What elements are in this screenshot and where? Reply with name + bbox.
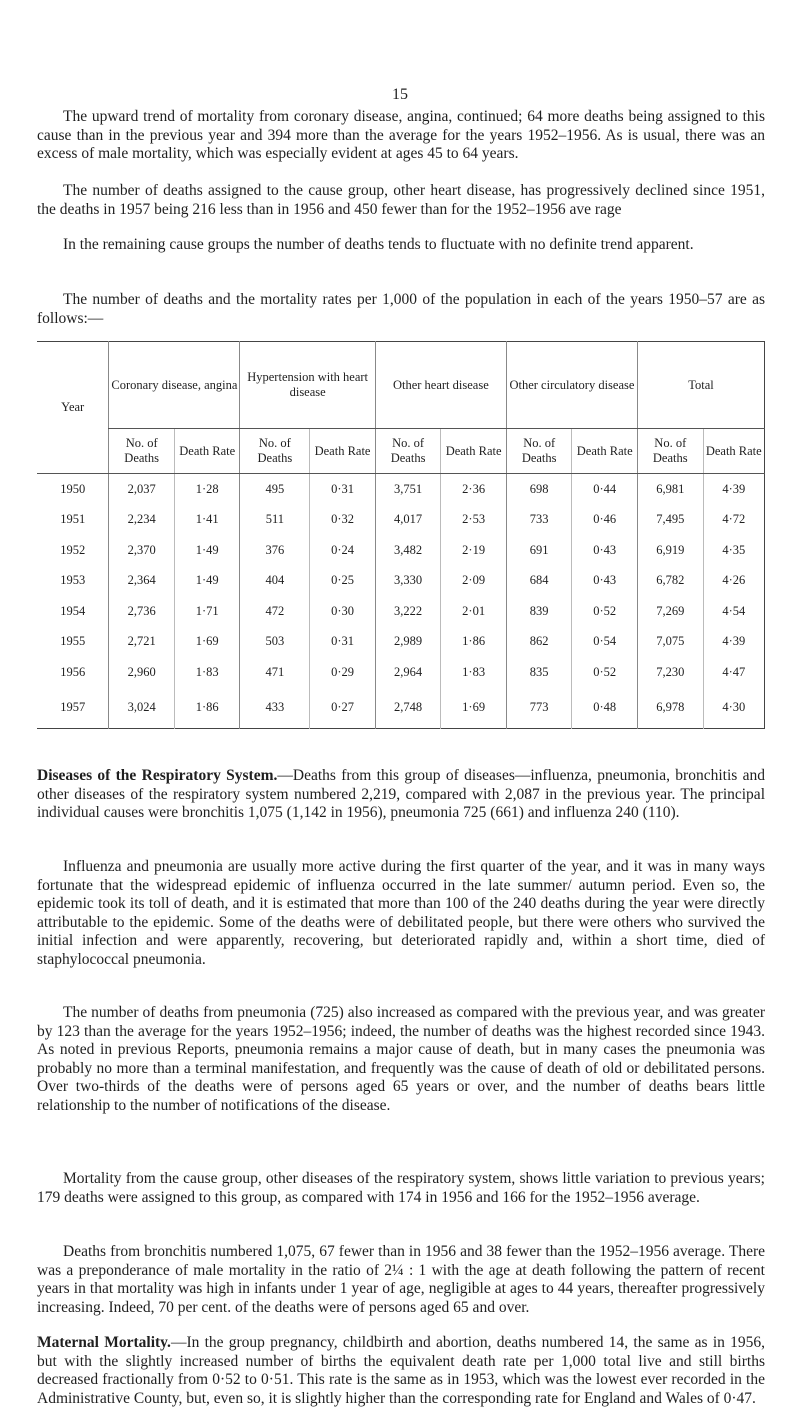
rate-cell: 2·53: [441, 505, 507, 536]
rate-cell: 0·29: [310, 657, 376, 688]
deaths-cell: 6,978: [638, 688, 704, 729]
rate-cell: 4·30: [703, 688, 764, 729]
deaths-cell: 2,736: [109, 596, 175, 627]
mortality-table: [37, 341, 765, 729]
deaths-cell: 2,960: [109, 657, 175, 688]
deaths-cell: 2,989: [375, 627, 441, 658]
respiratory-heading: Diseases of the Respiratory System.: [37, 767, 278, 784]
year-cell: 1954: [60, 603, 86, 618]
rate-cell: 2·01: [441, 596, 507, 627]
rate-cell: 4·72: [703, 505, 764, 536]
deaths-cell: 698: [506, 474, 572, 505]
year-cell: 1957: [60, 700, 86, 714]
rate-cell: 0·31: [310, 474, 376, 505]
total-header: Total: [638, 342, 765, 429]
rate-cell: 0·31: [310, 627, 376, 658]
respiratory-text-1: —Deaths from this group of diseases—influenza, pneumonia, bronchitis and other diseases of the respiratory system numbered 2,219, compared with 2,087 in the previous year. The principal individual causes were bronchitis 1,075 (1,142 in 1956), pneumonia 725 (661) and influenza 240 (110).: [37, 767, 765, 821]
deaths-cell: 6,981: [638, 474, 704, 505]
sub-header-deaths: No. of Deaths: [506, 429, 572, 474]
year-cell: 1956: [60, 664, 86, 679]
respiratory-text-2: Influenza and pneumonia are usually more active during the first quarter of the year, and it was in many ways fortunate that the widespread epidemic of influenza occurred in the late summer/ autumn period. Even so, the epidemic took its toll of death, and it is estimated that more than 100 of the 240 deaths during the year were directly attributable to the epidemic. Some of the deaths were of debilitated people, but there were others who survived the initial infection and were apparently, recovering, but deteriorated rapidly and, within a short time, died of staphylococcal pneumonia.: [37, 858, 765, 968]
deaths-cell: 471: [240, 657, 310, 688]
paragraph-coronary: [37, 108, 765, 164]
deaths-cell: 684: [506, 566, 572, 597]
deaths-cell: 4,017: [375, 505, 441, 536]
table-row: [37, 505, 765, 536]
sub-header-rate: Death Rate: [703, 429, 764, 474]
deaths-cell: 2,364: [109, 566, 175, 597]
rate-cell: 0·54: [572, 627, 638, 658]
deaths-cell: 3,024: [109, 688, 175, 729]
rate-cell: 1·71: [174, 596, 240, 627]
rate-cell: 4·39: [703, 474, 764, 505]
paragraph-table-intro: [37, 291, 765, 328]
deaths-cell: 7,230: [638, 657, 704, 688]
respiratory-text-3: The number of deaths from pneumonia (725) also increased as compared with the previous year, and was greater by 123 than the average for the years 1952–1956; indeed, the number of deaths was the highest recorded since 1943. As noted in previous Reports, pneumonia remains a major cause of death, but in many cases the pneumonia was probably no more than a terminal manifestation, and frequently was the cause of death of old or debilitated persons. Over two-thirds of the deaths were of persons aged 65 years or over, and the number of deaths bears little relationship to the number of notifications of the disease.: [37, 1004, 765, 1114]
table-body: [37, 474, 765, 729]
rate-cell: 1·41: [174, 505, 240, 536]
rate-cell: 0·32: [310, 505, 376, 536]
paragraph-coronary-text: The upward trend of mortality from coronary disease, angina, continued; 64 more deaths being assigned to this cause than in the previous year and 394 more than the average for the years 1952–1956. As is usual, there was an excess of male mortality, which was especially evident at ages 45 to 64 years.: [37, 108, 765, 162]
deaths-cell: 503: [240, 627, 310, 658]
rate-cell: 2·19: [441, 535, 507, 566]
paragraph-respiratory-3: [37, 1004, 765, 1115]
page-number: 15: [392, 86, 408, 103]
deaths-cell: 7,269: [638, 596, 704, 627]
rate-cell: 1·69: [174, 627, 240, 658]
deaths-cell: 7,075: [638, 627, 704, 658]
rate-cell: 4·26: [703, 566, 764, 597]
rate-cell: 0·30: [310, 596, 376, 627]
bronchitis-text: Deaths from bronchitis numbered 1,075, 67 fewer than in 1956 and 38 fewer than the 1952–1956 average. There was a preponderance of male mortality in the ratio of 2¼ : 1 with the age at death following the pattern of recent years in that mortality was high in infants under 1 year of age, negligible at ages to 44 years, thereafter progressively increasing. Indeed, 70 per cent. of the deaths were of persons aged 65 and over.: [37, 1243, 765, 1316]
rate-cell: 1·49: [174, 535, 240, 566]
table-row: [37, 657, 765, 688]
deaths-cell: 495: [240, 474, 310, 505]
rate-cell: 1·86: [441, 627, 507, 658]
rate-cell: 0·24: [310, 535, 376, 566]
year-cell: 1953: [60, 573, 86, 588]
rate-cell: 0·52: [572, 657, 638, 688]
sub-header-rate: Death Rate: [174, 429, 240, 474]
deaths-cell: 511: [240, 505, 310, 536]
rate-cell: 1·49: [174, 566, 240, 597]
year-cell: 1955: [60, 634, 86, 649]
other-circulatory-header: Other circulatory disease: [506, 342, 637, 429]
rate-cell: 0·44: [572, 474, 638, 505]
rate-cell: 0·27: [310, 688, 376, 729]
hypertension-header: Hypertension with heart disease: [240, 342, 375, 429]
sub-header-rate: Death Rate: [441, 429, 507, 474]
rate-cell: 4·47: [703, 657, 764, 688]
rate-cell: 1·83: [441, 657, 507, 688]
table-header-subs: [37, 429, 765, 474]
rate-cell: 0·43: [572, 535, 638, 566]
paragraph-respiratory-4: [37, 1170, 765, 1207]
year-cell: 1951: [60, 512, 86, 527]
rate-cell: 1·86: [174, 688, 240, 729]
paragraph-bronchitis: [37, 1243, 765, 1317]
deaths-cell: 3,482: [375, 535, 441, 566]
deaths-cell: 404: [240, 566, 310, 597]
deaths-cell: 6,782: [638, 566, 704, 597]
deaths-cell: 691: [506, 535, 572, 566]
sub-header-deaths: No. of Deaths: [240, 429, 310, 474]
rate-cell: 1·69: [441, 688, 507, 729]
deaths-cell: 2,370: [109, 535, 175, 566]
rate-cell: 2·36: [441, 474, 507, 505]
rate-cell: 1·28: [174, 474, 240, 505]
deaths-cell: 433: [240, 688, 310, 729]
year-header: Year: [37, 342, 109, 474]
deaths-cell: 472: [240, 596, 310, 627]
paragraph-table-intro-text: The number of deaths and the mortality rates per 1,000 of the population in each of the years 1950–57 are as follows:—: [37, 291, 765, 327]
sub-header-deaths: No. of Deaths: [109, 429, 175, 474]
paragraph-maternal: [37, 1334, 765, 1408]
other-heart-header: Other heart disease: [375, 342, 506, 429]
deaths-cell: 773: [506, 688, 572, 729]
sub-header-rate: Death Rate: [310, 429, 376, 474]
table-row: [37, 566, 765, 597]
deaths-cell: 7,495: [638, 505, 704, 536]
deaths-cell: 6,919: [638, 535, 704, 566]
rate-cell: 0·25: [310, 566, 376, 597]
table-row: [37, 474, 765, 505]
paragraph-respiratory-2: [37, 858, 765, 969]
rate-cell: 4·54: [703, 596, 764, 627]
deaths-cell: 835: [506, 657, 572, 688]
deaths-cell: 839: [506, 596, 572, 627]
rate-cell: 4·39: [703, 627, 764, 658]
paragraph-remaining: [37, 236, 765, 255]
table-row: [37, 688, 765, 729]
respiratory-text-4: Mortality from the cause group, other diseases of the respiratory system, shows little variation to previous years; 179 deaths were assigned to this group, as compared with 174 in 1956 and 166 for the 1952–1956 average.: [37, 1170, 765, 1206]
table-header-groups: [37, 342, 765, 429]
sub-header-deaths: No. of Deaths: [638, 429, 704, 474]
rate-cell: 0·52: [572, 596, 638, 627]
paragraph-other-heart: [37, 182, 765, 219]
rate-cell: 0·43: [572, 566, 638, 597]
sub-header-rate: Death Rate: [572, 429, 638, 474]
table-row: [37, 535, 765, 566]
rate-cell: 4·35: [703, 535, 764, 566]
deaths-cell: 2,748: [375, 688, 441, 729]
paragraph-other-heart-text: The number of deaths assigned to the cause group, other heart disease, has progressively declined since 1951, the deaths in 1957 being 216 less than in 1956 and 450 fewer than for the 1952–1956 ave rage: [37, 182, 765, 218]
deaths-cell: 2,964: [375, 657, 441, 688]
sub-header-deaths: No. of Deaths: [375, 429, 441, 474]
rate-cell: 2·09: [441, 566, 507, 597]
deaths-cell: 2,721: [109, 627, 175, 658]
table-row: [37, 627, 765, 658]
deaths-cell: 2,234: [109, 505, 175, 536]
deaths-cell: 2,037: [109, 474, 175, 505]
year-cell: 1952: [60, 542, 86, 557]
deaths-cell: 376: [240, 535, 310, 566]
deaths-cell: 862: [506, 627, 572, 658]
rate-cell: 0·46: [572, 505, 638, 536]
deaths-cell: 733: [506, 505, 572, 536]
table-row: [37, 596, 765, 627]
maternal-text: —In the group pregnancy, childbirth and abortion, deaths numbered 14, the same as in 1956, but with the slightly increased number of births the equivalent death rate per 1,000 total live and still births decreased fractionally from 0·52 to 0·51. This rate is the same as in 1953, which was the lowest ever recorded in the Administrative County, but, even so, it is slightly higher than the corresponding rate for England and Wales of 0·47.: [37, 1334, 765, 1407]
coronary-header: Coronary disease, angina: [109, 342, 240, 429]
deaths-cell: 3,751: [375, 474, 441, 505]
year-cell: 1950: [60, 481, 86, 496]
deaths-cell: 3,222: [375, 596, 441, 627]
maternal-heading: Maternal Mortality.: [37, 1334, 171, 1351]
paragraph-remaining-text: In the remaining cause groups the number of deaths tends to fluctuate with no definite trend apparent.: [63, 236, 694, 253]
deaths-cell: 3,330: [375, 566, 441, 597]
rate-cell: 0·48: [572, 688, 638, 729]
paragraph-respiratory-1: [37, 767, 765, 823]
rate-cell: 1·83: [174, 657, 240, 688]
